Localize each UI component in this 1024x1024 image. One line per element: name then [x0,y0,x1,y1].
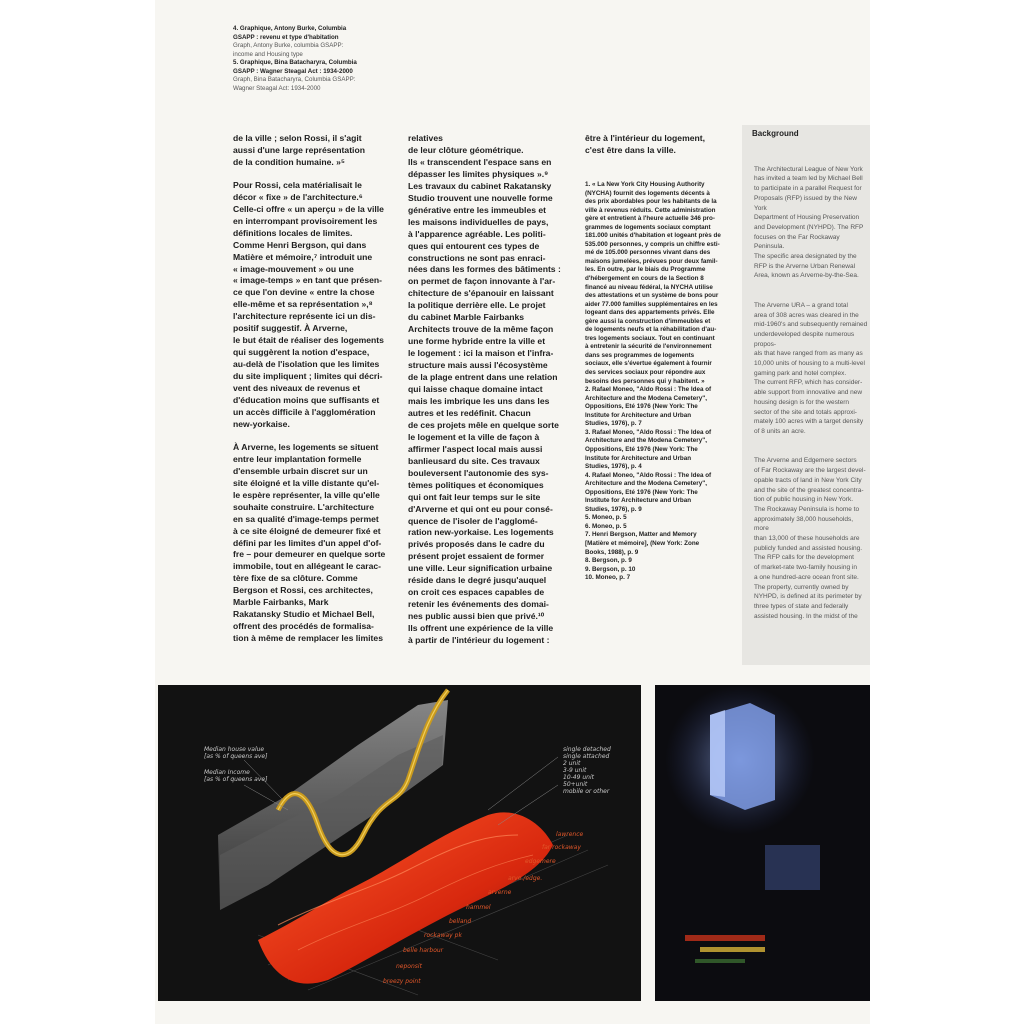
sidebar-paragraph: The Arverne and Edgemere sectors of Far Rockaway are the largest devel- opable tracts of land in New York City and the site of the greatest concentra- tion of public housing in New York. The Rockaway Peninsula is home to approximately 38,000 households, more than 13,000 of these households are publicly funded and assisted housing. The RFP calls for the development of market-rate two-family housing in a one hundred-acre ocean front site. The property, currently owned by NYHPD, is defined at its perimeter by three types of state and federally assisted housing. In the midst of the [754,457,866,620]
paragraph: de la ville ; selon Rossi, il s'agit aussi d'une large représentation de la condition humaine. »⁵ [233,133,365,167]
footnotes: 1. « La New York City Housing Authority (NYCHA) fournit des logements décents à des prix abordables pour les habitants de la ville à revenus réduits. Cette administration gère et entretient à l'heure actuelle 346 pro- grammes de logements sociaux comptant 181.000 unités d'habitation et logeant près de 535.000 personnes, y compris un chiffre esti- mé de 105.000 personnes vivant dans des maisons jumelées, prévues pour deux famil- les. En outre, par le biais du Programme d'hébergement en cours de la Section 8 financé au niveau fédéral, la NYCHA utilise des attestations et un système de bons pour aider 77.000 familles supplémentaires en les logeant dans des appartements privés. Elle gère aussi la construction d'immeubles et de logements neufs et la réhabilitation d'au- tres logements sociaux. Tout en continuant à entretenir la sécurité de l'environnement dans ses programmes de logements sociaux, elle s'évertue également à fournir des services sociaux pour répondre aux besoins des personnes qui y habitent. » 2. Rafael Moneo, "Aldo Rossi : The Idea of Architecture and the Modena Cemetery", Oppositions, Eté 1976 (New York: The Institute for Architecture and Urban Studies, 1976), p. 7 3. Rafael Moneo, "Aldo Rossi : The Idea of Architecture and the Modena Cemetery", Oppositions, Eté 1976 (New York: The Institute for Architecture and Urban Studies, 1976), p. 4 4. Rafael Moneo, "Aldo Rossi : The Idea of Architecture and the Modena Cemetery", Oppositions, Eté 1976 (New York: The Institute for Architecture and Urban Studies, 1976), p. 9 5. Moneo, p. 5 6. Moneo, p. 5 7. Henri Bergson, Matter and Memory [Matière et mémoire], (New York: Zone Books, 1988), p. 9 8. Bergson, p. 9 9. Bergson, p. 10 10. Moneo, p. 7 [585,181,721,582]
paragraph: À Arverne, les logements se situent entre leur implantation formelle d'ensemble urbain discret sur un site éloigné et la ville distante qu'el- le espère représenter, la ville qu'elle souhaite construire. L'architecture en sa qualité d'image-temps permet à ce site éloigné de demeurer fixé et défini par les limites d'un appel d'of- fre – pour demeurer en quelque sorte immobile, tout en allégeant le carac- tère fixe de sa clôture. Comme Bergson et Rossi, ces architectes, Marble Fairbanks, Mark Rakatansky Studio et Michael Bell, offrent des procédés de formalisa- tion à même de remplacer les limites [233,441,386,644]
median-house-value-label: Median house value [as % of queens ave] [204,746,268,760]
caption-line: Wagner Steagal Act: 1934-2000 [233,84,321,92]
caption-line: Graph, Antony Burke, columbia GSAPP: [233,42,344,49]
night-view-photo [655,685,870,1001]
place-label: far rockaway [542,844,581,851]
figure-captions [233,25,403,93]
place-label: breezy point [383,978,421,985]
median-income-label: Median Income [as % of queens ave] [204,769,268,783]
text-column-3 [585,133,740,168]
scan-margin [0,0,155,1024]
caption-line: GSAPP : Wagner Steagal Act : 1934-2000 [233,67,353,75]
floor-light-red [685,935,765,941]
screen-glow [765,845,820,890]
paragraph: relatives de leur clôture géométrique. Ils « transcendent l'espace sans en dépasser les limites physiques ».⁹ Les travaux du cabinet Rakatansky Studio trouvent une nouvelle forme générative entre les immeubles et les maisons individuelles de pays, à l'apparence agréable. Les politi- ques qui entourent ces types de constructions ne sont pas enraci- nées dans les formes des bâtiments : on permet de façon innovante à l'ar- chitecture de s'épanouir en laissant la politique derrière elle. Le projet du cabinet Marble Fairbanks Architects trouve de la même façon une forme hybride entre la ville et le logement : ici la maison et l'infra- structure mais aussi l'écosystème de la plage entrent dans une relation qui laisse chaque domaine intact mais les imbrique les uns dans les autres et les redéfinit. Chacun de ces projets mêle en quelque sorte le logement et la ville de façon à affirmer l'aspect local mais aussi banlieusard du site. Ces travaux bouleversent l'autonomie des sys- tèmes politiques et économiques qui ont fait leur temps sur le site d'Arverne et qui ont eu pour consé- quence de l'isoler de l'agglomé- ration new-yorkaise. Les logements privés proposés dans le cadre du présent projet essaient de former une ville. Leur signification urbaine réside dans le degré jusqu'auquel on croit ces espaces capables de retenir les événements des domai- nes public aussi bien que privé.¹⁰ Ils offrent une expérience de la ville à partir de l'intérieur du logement : [408,133,561,646]
floor-light-green [695,959,745,963]
sidebar-title: Background [752,129,799,138]
caption-line: GSAPP : revenu et type d'habitation [233,33,339,41]
text-column-2 [408,133,573,658]
sidebar-paragraph: The Architectural League of New York has invited a team led by Michael Bell to participate in a parallel Request for Proposals (RFP) issued by the New York Department of Housing Preservation and Development (NYHPD). The RFP focuses on the Far Rockaway Peninsula. The specific area designated by the RFP is the Arverne Urban Renewal Area, known as Arverne-by-the-Sea. [754,165,864,280]
place-label: neponsit [396,963,422,970]
caption-line: 4. Graphique, Antony Burke, Columbia [233,25,347,32]
paragraph: Pour Rossi, cela matérialisait le décor « fixe » de l'architecture.⁶ Celle-ci offre « un aperçu » de la ville en interrompant provisoirement les définitions locales de limites. Comme Henri Bergson, qui dans Matière et mémoire,⁷ introduit une « image-mouvement » ou une « image-temps » en tant que présen- ce que l'on devine « entre la chose elle-même et sa représentation »,⁸ l'architecture représente ici un dis- positif suggestif. À Arverne, le but était de réaliser des logements qui suggèrent la notion d'espace, au-delà de l'isolation que les limites du site impliquent ; limites qui décri- vent des niveaux de revenus et d'éducation moins que suffisants et un accès difficile à l'agglomération new-yorkaise. [233,179,384,429]
income-housing-graph-figure [158,685,641,1001]
lit-building-side [710,710,725,797]
place-label: belle harbour [403,947,444,954]
place-label: belland [449,918,472,925]
place-label: arverne [488,889,512,896]
sidebar-text [754,155,868,641]
place-label: edgemere [525,858,556,865]
place-label: arve./edge. [508,875,543,882]
place-label: hammel [466,904,491,911]
paragraph: être à l'intérieur du logement, c'est être dans la ville. [585,133,705,155]
housing-type-legend: single detached single attached 2 unit 3-9 unit 10-49 unit 50+unit mobile or other [563,746,611,795]
text-column-1 [233,133,403,656]
place-label: lawrence [556,831,584,838]
sidebar-paragraph: The Arverne URA – a grand total area of 308 acres was cleared in the mid-1960's and subsequently remained underdeveloped despite numerous propos- als that have ranged from as many as 10,000 units of housing to a multi-level gaming park and hotel complex. The current RFP, which has consider- able support from innovative and new housing design is for the western sector of the site and totals approxi- mately 100 acres with a target density of 8 units an acre. [754,301,868,435]
caption-line: 5. Graphique, Bina Batacharyra, Columbia [233,59,357,66]
place-label: rockaway pk [424,932,462,939]
scan-margin-right [870,0,1024,1024]
graph-illustration [158,685,641,1001]
caption-line: Graph, Bina Batacharyra, Columbia GSAPP: [233,76,356,83]
floor-light-yellow [700,947,765,952]
caption-line: income and Housing type [233,50,303,58]
night-photo-illustration [655,685,870,1001]
